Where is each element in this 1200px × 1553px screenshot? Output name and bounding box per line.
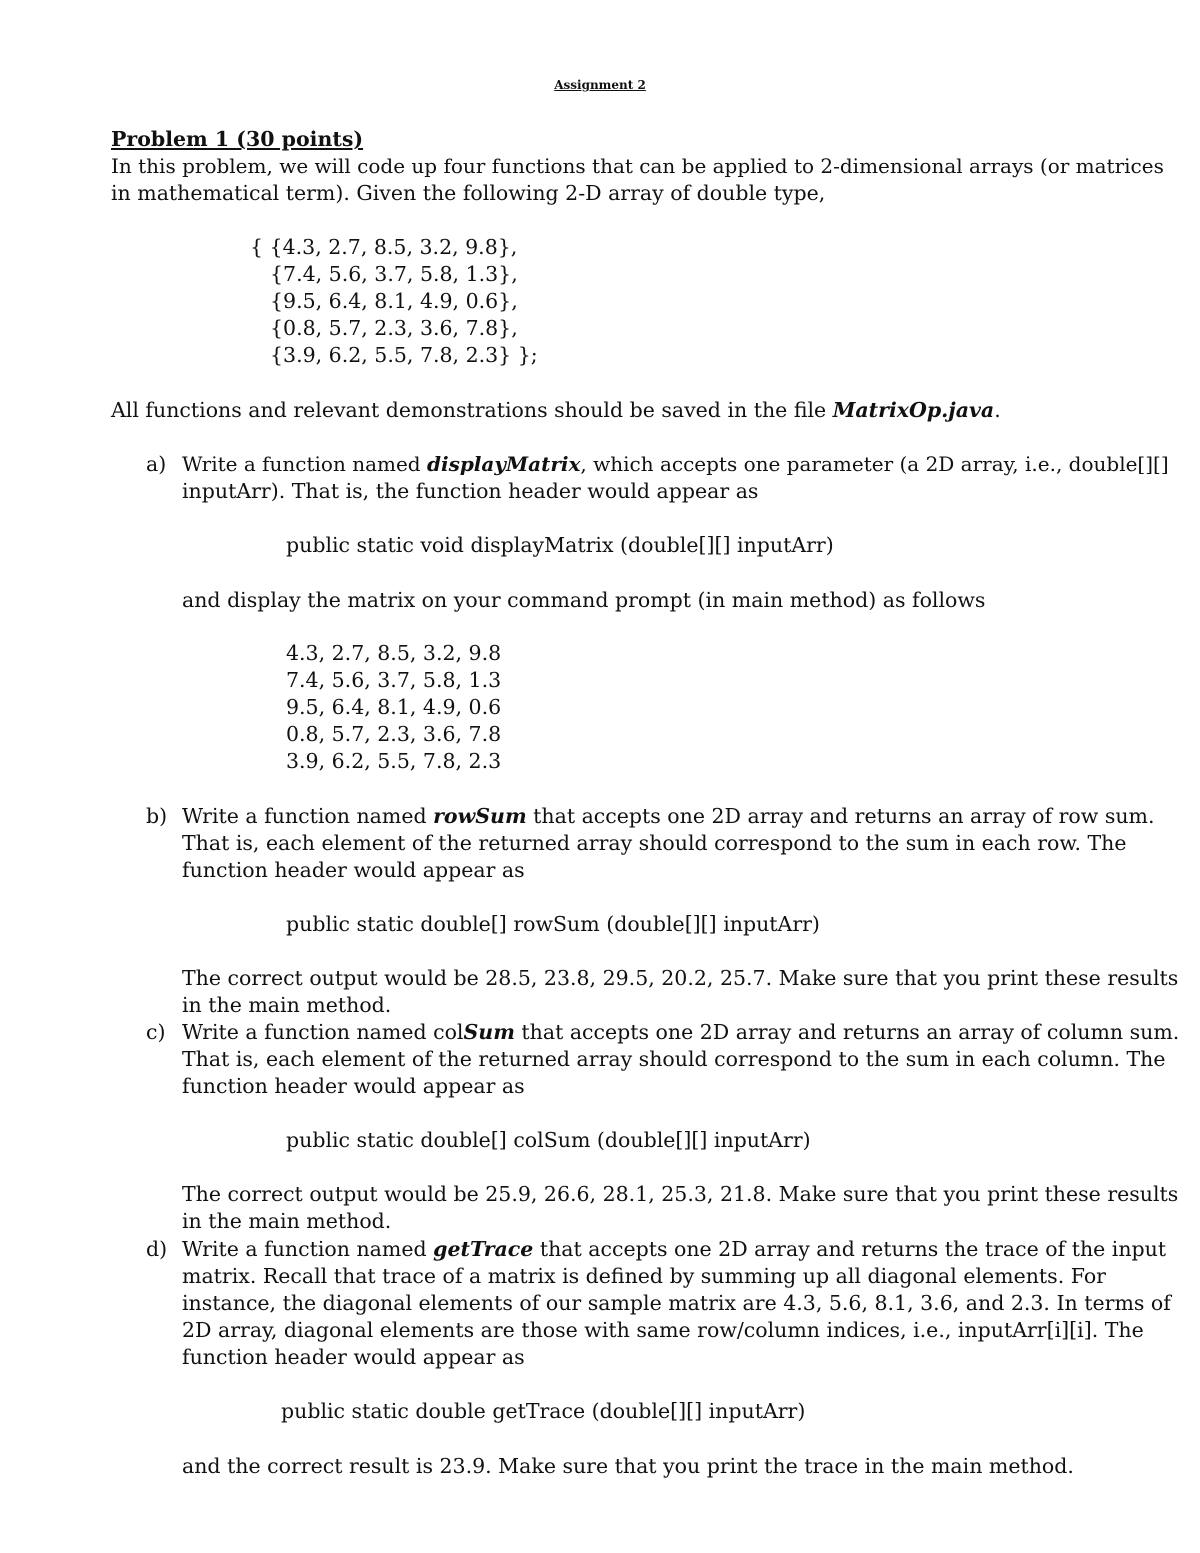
item-a-header: public static void displayMatrix (double[][] inputArr)	[286, 533, 834, 557]
item-d-label: d)	[146, 1237, 168, 1261]
item-d-line-2: matrix. Recall that trace of a matrix is defined by summing up all diagonal elements. For	[182, 1264, 1106, 1288]
item-c-line-1: Write a function named colSum that accepts one 2D array and returns an array of column sum.	[182, 1020, 1180, 1044]
output-line-4: 0.8, 5.7, 2.3, 3.6, 7.8	[286, 722, 502, 746]
intro-line-2: in mathematical term). Given the following 2-D array of double type,	[111, 181, 826, 205]
output-line-1: 4.3, 2.7, 8.5, 3.2, 9.8	[286, 641, 502, 665]
function-name-rowSum: rowSum	[433, 804, 527, 828]
item-b-result-2: in the main method.	[182, 993, 392, 1017]
item-b-line-1: Write a function named rowSum that accepts one 2D array and returns an array of row sum.	[182, 804, 1155, 828]
array-line-2: {7.4, 5.6, 3.7, 5.8, 1.3},	[270, 262, 518, 286]
item-d-line-5: function header would appear as	[182, 1345, 525, 1369]
item-d-header: public static double getTrace (double[][] inputArr)	[281, 1399, 806, 1423]
item-b-line-3: function header would appear as	[182, 858, 525, 882]
item-b-result-1: The correct output would be 28.5, 23.8, 29.5, 20.2, 25.7. Make sure that you print these results	[182, 966, 1179, 990]
function-name-getTrace: getTrace	[433, 1237, 534, 1261]
array-line-1: { {4.3, 2.7, 8.5, 3.2, 9.8},	[250, 235, 518, 259]
item-a-after: and display the matrix on your command prompt (in main method) as follows	[182, 588, 986, 612]
item-c-result-2: in the main method.	[182, 1209, 392, 1233]
output-line-3: 9.5, 6.4, 8.1, 4.9, 0.6	[286, 695, 502, 719]
output-line-5: 3.9, 6.2, 5.5, 7.8, 2.3	[286, 749, 502, 773]
item-c-result-1: The correct output would be 25.9, 26.6, 28.1, 25.3, 21.8. Make sure that you print these results	[182, 1182, 1179, 1206]
item-c-line-2: That is, each element of the returned array should correspond to the sum in each column. The	[182, 1047, 1166, 1071]
item-d-line-3: instance, the diagonal elements of our sample matrix are 4.3, 5.6, 8.1, 3.6, and 2.3. In terms of	[182, 1291, 1171, 1315]
item-d-after: and the correct result is 23.9. Make sure that you print the trace in the main method.	[182, 1454, 1074, 1478]
item-c-line-3: function header would appear as	[182, 1074, 525, 1098]
page-title: Assignment 2	[554, 78, 646, 92]
item-a-line-2: inputArr). That is, the function header would appear as	[182, 479, 759, 503]
intro-line-1: In this problem, we will code up four functions that can be applied to 2-dimensional arrays (or matrices	[111, 154, 1164, 178]
array-line-4: {0.8, 5.7, 2.3, 3.6, 7.8},	[270, 316, 518, 340]
function-name-colSum: Sum	[463, 1020, 515, 1044]
item-d-line-1: Write a function named getTrace that accepts one 2D array and returns the trace of the input	[182, 1237, 1167, 1261]
item-a-label: a)	[146, 452, 167, 476]
file-name: MatrixOp.java	[832, 398, 995, 422]
item-d-line-4: 2D array, diagonal elements are those with same row/column indices, i.e., inputArr[i][i]. The	[182, 1318, 1144, 1342]
item-b-label: b)	[146, 804, 168, 828]
array-line-5: {3.9, 6.2, 5.5, 7.8, 2.3} };	[270, 343, 538, 367]
item-a-line-1: Write a function named displayMatrix, which accepts one parameter (a 2D array, i.e., double[][]	[182, 452, 1169, 476]
file-note: All functions and relevant demonstrations should be saved in the file MatrixOp.java.	[111, 398, 1001, 422]
output-line-2: 7.4, 5.6, 3.7, 5.8, 1.3	[286, 668, 502, 692]
item-c-label: c)	[146, 1020, 166, 1044]
array-line-3: {9.5, 6.4, 8.1, 4.9, 0.6},	[270, 289, 518, 313]
item-b-line-2: That is, each element of the returned array should correspond to the sum in each row. The	[182, 831, 1127, 855]
item-c-header: public static double[] colSum (double[][] inputArr)	[286, 1128, 811, 1152]
problem-heading: Problem 1 (30 points)	[111, 127, 364, 151]
function-name-displayMatrix: displayMatrix	[426, 452, 581, 476]
item-b-header: public static double[] rowSum (double[][] inputArr)	[286, 912, 820, 936]
